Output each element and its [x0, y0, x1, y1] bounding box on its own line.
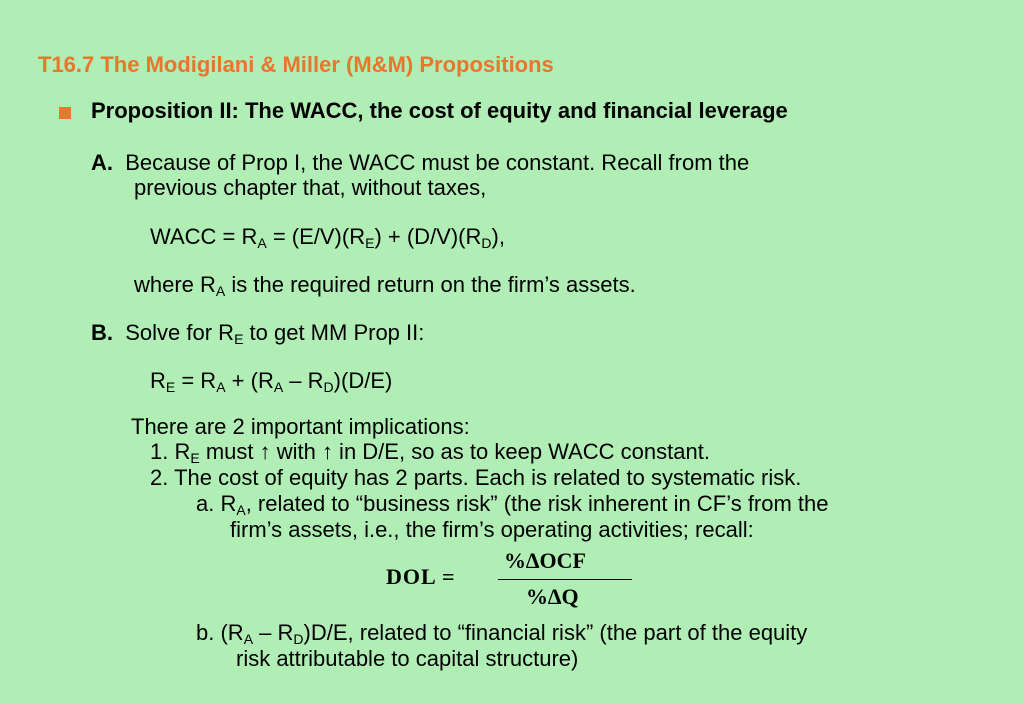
dol-equation [386, 548, 636, 609]
fraction-bar [498, 579, 632, 580]
implication-2b-line1: b. $(R_A - R_D)D/E$, related to “financial risk” (the part of the equity [196, 620, 808, 647]
part-b-label: B. [91, 320, 113, 345]
part-a-text: Because of Prop I, the WACC must be constant. Recall from the [125, 150, 750, 175]
slide-title: T16.7 The Modigilani & Miller (M&M) Propositions [38, 52, 554, 77]
dol-numerator: %∆OCF [504, 548, 586, 573]
implication-2b-line2: risk attributable to capital structure) [236, 646, 579, 671]
section-heading: Proposition II: The WACC, the cost of equity and financial leverage [91, 98, 788, 123]
where-ra-text: where $R_A$ is the required return on the firm’s assets. [134, 272, 636, 299]
part-a-line1 [91, 150, 749, 175]
implication-2a-line1: a. $R_A$, related to “business risk” (the risk inherent in CF’s from the [196, 491, 829, 518]
implication-1: 1. $R_E$ must ↑ with ↑ in D/E, so as to keep WACC constant. [150, 439, 710, 466]
part-b-text: Solve for $R_E$ to get MM Prop II: [125, 320, 425, 347]
part-a-line2: previous chapter that, without taxes, [134, 175, 487, 200]
dol-lhs: DOL = [386, 564, 456, 589]
wacc-formula: WACC = $R_A = (E/V)(R_E) + (D/V)(R_D)$, [150, 224, 505, 251]
mm-prop2-formula: $R_E = R_A + (R_A - R_D)(D/E)$ [150, 368, 393, 395]
bullet-square-icon [59, 107, 71, 119]
dol-denominator: %∆Q [526, 584, 579, 609]
part-b-line1 [91, 320, 424, 345]
implication-2a-line2: firm’s assets, i.e., the firm’s operating activities; recall: [230, 517, 754, 542]
part-a-label: A. [91, 150, 113, 175]
implications-intro: There are 2 important implications: [131, 414, 470, 439]
implication-2: 2. The cost of equity has 2 parts. Each is related to systematic risk. [150, 465, 802, 490]
